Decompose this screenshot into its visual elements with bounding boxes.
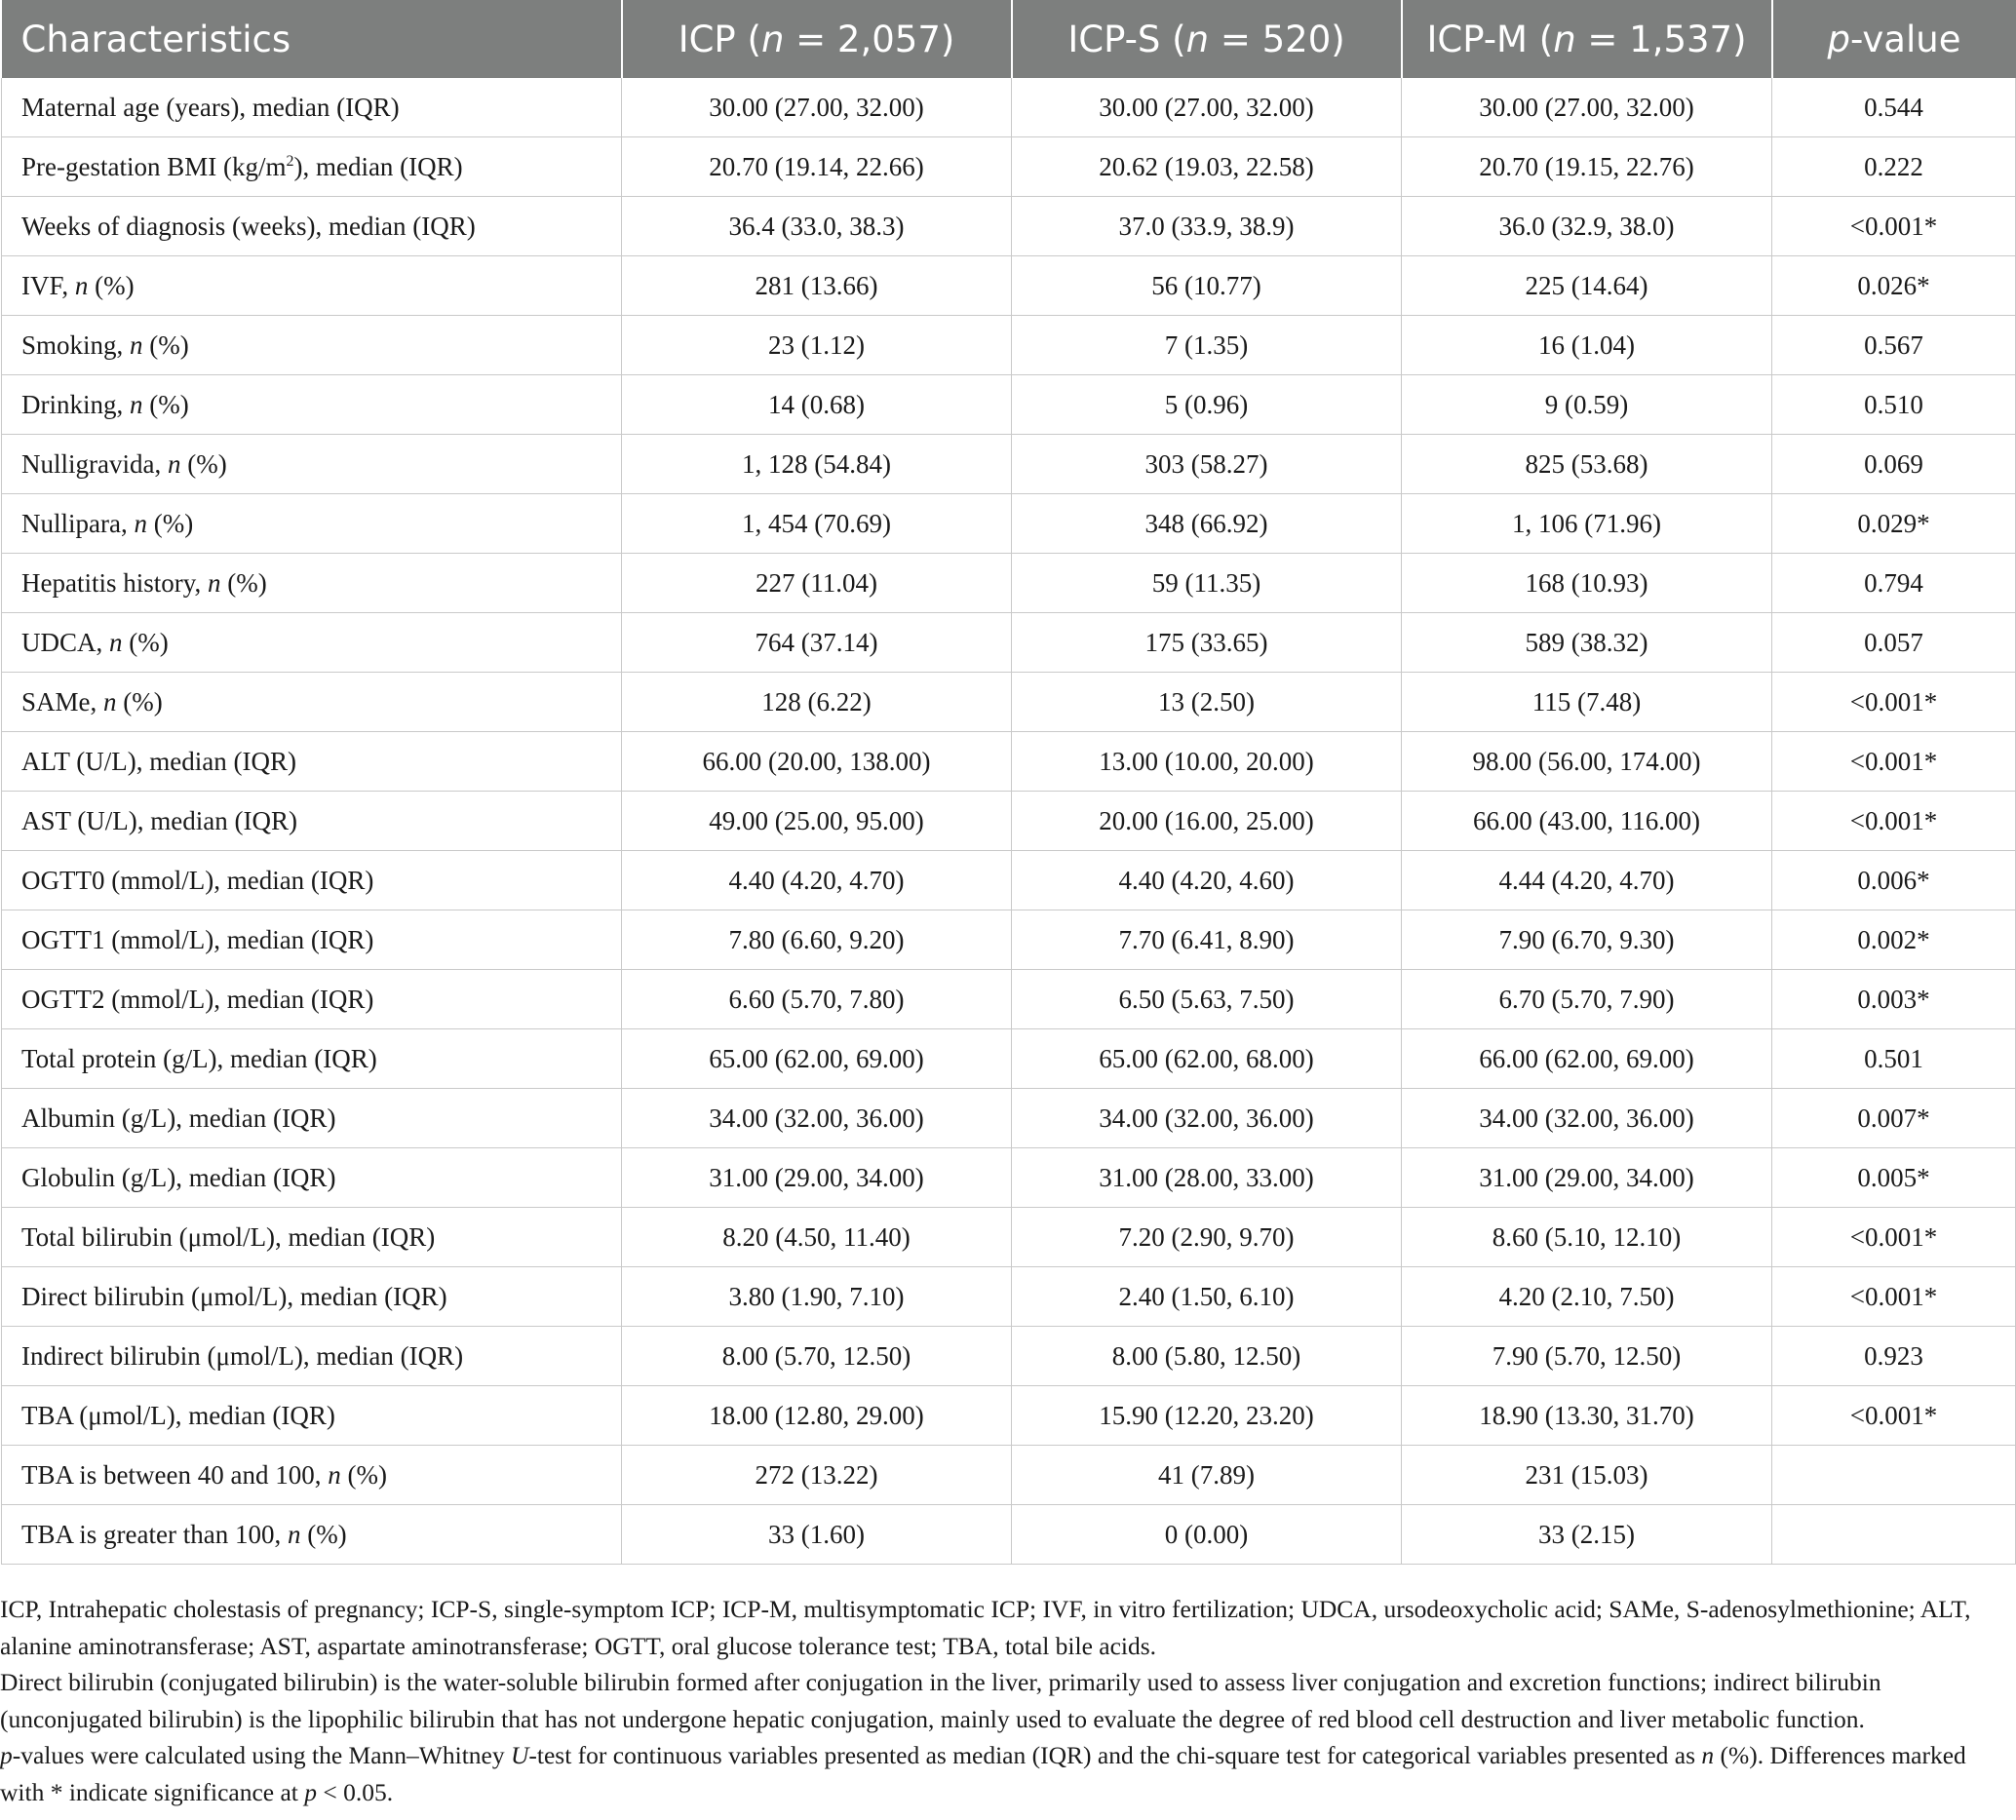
- header-icp-n: n: [760, 18, 785, 60]
- cell-icp: 18.00 (12.80, 29.00): [622, 1386, 1012, 1446]
- row-label-pre: AST (U/L), median (IQR): [21, 805, 297, 835]
- table-row: [2, 1267, 2016, 1327]
- row-label: [2, 78, 622, 137]
- cell-icp: 1, 454 (70.69): [622, 494, 1012, 554]
- row-label: [2, 1208, 622, 1267]
- cell-icpm: 66.00 (62.00, 69.00): [1402, 1029, 1772, 1089]
- row-label-pre: OGTT2 (mmol/L), median (IQR): [21, 984, 374, 1014]
- cell-pvalue: 0.544: [1772, 78, 2016, 137]
- footnote-statistics: [0, 1737, 2008, 1810]
- cell-pvalue: 0.002*: [1772, 910, 2016, 970]
- row-label: [2, 494, 622, 554]
- cell-icpm: 7.90 (5.70, 12.50): [1402, 1327, 1772, 1386]
- row-label-it: n: [328, 1459, 341, 1490]
- table-footnotes: [0, 1591, 2008, 1810]
- cell-icpm: 31.00 (29.00, 34.00): [1402, 1148, 1772, 1208]
- cell-pvalue: <0.001*: [1772, 732, 2016, 792]
- table-row: [2, 1446, 2016, 1505]
- row-label-pre: TBA (μmol/L), median (IQR): [21, 1400, 335, 1430]
- row-label-it: n: [287, 1519, 301, 1549]
- header-icp-value: = 2,057: [795, 18, 941, 60]
- cell-icpm: 98.00 (56.00, 174.00): [1402, 732, 1772, 792]
- cell-icp: 3.80 (1.90, 7.10): [622, 1267, 1012, 1327]
- row-label: [2, 970, 622, 1029]
- table-row: [2, 1386, 2016, 1446]
- row-label-pre: Nulligravida,: [21, 448, 168, 479]
- row-label-it: n: [167, 448, 181, 479]
- cell-icpm: 115 (7.48): [1402, 673, 1772, 732]
- table-row: [2, 613, 2016, 673]
- cell-icps: 20.62 (19.03, 22.58): [1012, 137, 1402, 197]
- cell-icps: 8.00 (5.80, 12.50): [1012, 1327, 1402, 1386]
- cell-icpm: 18.90 (13.30, 31.70): [1402, 1386, 1772, 1446]
- cell-pvalue: <0.001*: [1772, 197, 2016, 256]
- fn-t4: < 0.05.: [317, 1777, 394, 1806]
- row-label-pre: Drinking,: [21, 389, 130, 419]
- row-label-it: n: [130, 329, 143, 360]
- cell-icps: 30.00 (27.00, 32.00): [1012, 78, 1402, 137]
- cell-pvalue: 0.069: [1772, 435, 2016, 494]
- cell-icps: 175 (33.65): [1012, 613, 1402, 673]
- row-label-pre: Weeks of diagnosis (weeks), median (IQR): [21, 211, 476, 241]
- cell-icps: 13.00 (10.00, 20.00): [1012, 732, 1402, 792]
- cell-icp: 764 (37.14): [622, 613, 1012, 673]
- cell-pvalue: 0.029*: [1772, 494, 2016, 554]
- header-pvalue-rest: -value: [1850, 18, 1961, 60]
- fn-p1: p: [0, 1741, 13, 1769]
- row-label-post: (%): [220, 567, 267, 598]
- row-label-pre: IVF,: [21, 270, 75, 300]
- table-row: [2, 78, 2016, 137]
- fn-n: n: [1701, 1741, 1715, 1769]
- row-label-pre: Total protein (g/L), median (IQR): [21, 1043, 377, 1073]
- cell-pvalue: [1772, 1505, 2016, 1565]
- cell-pvalue: 0.222: [1772, 137, 2016, 197]
- row-label-post: (%): [116, 686, 163, 716]
- cell-pvalue: 0.501: [1772, 1029, 2016, 1089]
- table-row: [2, 1148, 2016, 1208]
- table-row: [2, 851, 2016, 910]
- row-label-post: ), median (IQR): [293, 151, 463, 181]
- header-pvalue: [1772, 0, 2016, 78]
- row-label-post: (%): [88, 270, 135, 300]
- table-row: [2, 673, 2016, 732]
- cell-icpm: 9 (0.59): [1402, 375, 1772, 435]
- cell-icps: 31.00 (28.00, 33.00): [1012, 1148, 1402, 1208]
- header-icps-n: n: [1185, 18, 1210, 60]
- cell-icps: 59 (11.35): [1012, 554, 1402, 613]
- cell-pvalue: 0.005*: [1772, 1148, 2016, 1208]
- characteristics-table: [1, 0, 2016, 1565]
- row-label-post: (%): [180, 448, 227, 479]
- cell-icps: 6.50 (5.63, 7.50): [1012, 970, 1402, 1029]
- header-characteristics: Characteristics: [2, 0, 622, 78]
- cell-icps: 7 (1.35): [1012, 316, 1402, 375]
- table-row: [2, 375, 2016, 435]
- row-label-pre: SAMe,: [21, 686, 104, 716]
- cell-icp: 49.00 (25.00, 95.00): [622, 792, 1012, 851]
- cell-pvalue: [1772, 1446, 2016, 1505]
- row-label-pre: Nullipara,: [21, 508, 135, 538]
- cell-pvalue: 0.510: [1772, 375, 2016, 435]
- header-icps-value: = 520: [1220, 18, 1332, 60]
- cell-icpm: 1, 106 (71.96): [1402, 494, 1772, 554]
- row-label: [2, 1148, 622, 1208]
- row-label-pre: Albumin (g/L), median (IQR): [21, 1103, 336, 1133]
- cell-icp: 66.00 (20.00, 138.00): [622, 732, 1012, 792]
- cell-icps: 15.90 (12.20, 23.20): [1012, 1386, 1402, 1446]
- cell-pvalue: 0.007*: [1772, 1089, 2016, 1148]
- row-label: [2, 1267, 622, 1327]
- row-label-pre: TBA is greater than 100,: [21, 1519, 288, 1549]
- footnote-abbreviations: ICP, Intrahepatic cholestasis of pregnancy; ICP-S, single-symptom ICP; ICP-M, multisymptomatic ICP; IVF, in vitro fertilization; UDCA, ursodeoxycholic acid; SAMe, S-adenosylmethionine; ALT, alanine aminotransferase; AST, aspartate aminotransferase; OGTT, oral glucose tolerance test; TBA, total bile acids.: [0, 1595, 1971, 1660]
- cell-icpm: 825 (53.68): [1402, 435, 1772, 494]
- row-label: [2, 1327, 622, 1386]
- cell-icps: 7.70 (6.41, 8.90): [1012, 910, 1402, 970]
- header-icps-name: ICP-S: [1067, 18, 1161, 60]
- fn-t3: (%). Differences marked with * indicate significance at: [0, 1741, 1966, 1806]
- header-icpm-value: = 1,537: [1587, 18, 1733, 60]
- table-row: [2, 256, 2016, 316]
- cell-icp: 4.40 (4.20, 4.70): [622, 851, 1012, 910]
- row-label: [2, 792, 622, 851]
- cell-icpm: 33 (2.15): [1402, 1505, 1772, 1565]
- row-label: [2, 1089, 622, 1148]
- row-label-it: n: [130, 389, 143, 419]
- cell-pvalue: <0.001*: [1772, 1267, 2016, 1327]
- cell-icp: 8.20 (4.50, 11.40): [622, 1208, 1012, 1267]
- row-label-pre: Total bilirubin (μmol/L), median (IQR): [21, 1221, 436, 1252]
- row-label: [2, 256, 622, 316]
- cell-pvalue: <0.001*: [1772, 1208, 2016, 1267]
- header-icp-name: ICP: [678, 18, 736, 60]
- row-label-pre: Hepatitis history,: [21, 567, 208, 598]
- cell-icp: 7.80 (6.60, 9.20): [622, 910, 1012, 970]
- cell-pvalue: 0.567: [1772, 316, 2016, 375]
- row-label-pre: ALT (U/L), median (IQR): [21, 746, 296, 776]
- cell-icp: 33 (1.60): [622, 1505, 1012, 1565]
- row-label-post: (%): [300, 1519, 347, 1549]
- row-label: [2, 673, 622, 732]
- cell-icps: 34.00 (32.00, 36.00): [1012, 1089, 1402, 1148]
- row-label-it: n: [134, 508, 147, 538]
- row-label: [2, 197, 622, 256]
- cell-icpm: 168 (10.93): [1402, 554, 1772, 613]
- fn-t2: -test for continuous variables presented as median (IQR) and the chi-square test for categorical variables presented as: [528, 1741, 1702, 1769]
- table-row: [2, 1089, 2016, 1148]
- row-label-pre: Maternal age (years), median (IQR): [21, 92, 400, 122]
- cell-icps: 7.20 (2.90, 9.70): [1012, 1208, 1402, 1267]
- row-label-post: (%): [122, 627, 169, 657]
- cell-icps: 65.00 (62.00, 68.00): [1012, 1029, 1402, 1089]
- row-label-pre: Pre-gestation BMI (kg/m: [21, 151, 287, 181]
- cell-icps: 303 (58.27): [1012, 435, 1402, 494]
- table-row: [2, 792, 2016, 851]
- header-icpm-n: n: [1553, 18, 1576, 60]
- row-label-pre: Smoking,: [21, 329, 131, 360]
- row-label-it: n: [74, 270, 89, 300]
- row-label: [2, 1446, 622, 1505]
- table-row: [2, 1327, 2016, 1386]
- table-row: [2, 316, 2016, 375]
- cell-icp: 8.00 (5.70, 12.50): [622, 1327, 1012, 1386]
- cell-icpm: 30.00 (27.00, 32.00): [1402, 78, 1772, 137]
- table-row: [2, 732, 2016, 792]
- cell-icpm: 6.70 (5.70, 7.90): [1402, 970, 1772, 1029]
- table-row: [2, 970, 2016, 1029]
- row-label: [2, 613, 622, 673]
- row-label-pre: TBA is between 40 and 100,: [21, 1459, 329, 1490]
- cell-icp: 30.00 (27.00, 32.00): [622, 78, 1012, 137]
- row-label: [2, 1029, 622, 1089]
- cell-icpm: 66.00 (43.00, 116.00): [1402, 792, 1772, 851]
- row-label-post: (%): [340, 1459, 387, 1490]
- table-row: [2, 137, 2016, 197]
- table-header: [2, 0, 2016, 78]
- row-label-pre: Direct bilirubin (μmol/L), median (IQR): [21, 1281, 447, 1311]
- fn-p2: p: [304, 1777, 318, 1806]
- row-label-post: (%): [142, 389, 189, 419]
- row-label: [2, 851, 622, 910]
- fn-u: U: [510, 1741, 529, 1769]
- cell-icps: 13 (2.50): [1012, 673, 1402, 732]
- cell-icp: 36.4 (33.0, 38.3): [622, 197, 1012, 256]
- cell-icps: 4.40 (4.20, 4.60): [1012, 851, 1402, 910]
- header-icpm-name: ICP-M: [1426, 18, 1528, 60]
- table-row: [2, 494, 2016, 554]
- cell-icp: 128 (6.22): [622, 673, 1012, 732]
- row-label-pre: Globulin (g/L), median (IQR): [21, 1162, 336, 1192]
- cell-icp: 281 (13.66): [622, 256, 1012, 316]
- cell-icps: 37.0 (33.9, 38.9): [1012, 197, 1402, 256]
- cell-icpm: 7.90 (6.70, 9.30): [1402, 910, 1772, 970]
- cell-pvalue: <0.001*: [1772, 1386, 2016, 1446]
- cell-icp: 34.00 (32.00, 36.00): [622, 1089, 1012, 1148]
- cell-pvalue: 0.006*: [1772, 851, 2016, 910]
- row-label-pre: UDCA,: [21, 627, 110, 657]
- table-row: [2, 1029, 2016, 1089]
- row-label-pre: OGTT0 (mmol/L), median (IQR): [21, 865, 374, 895]
- cell-icpm: 34.00 (32.00, 36.00): [1402, 1089, 1772, 1148]
- cell-icpm: 36.0 (32.9, 38.0): [1402, 197, 1772, 256]
- row-label-pre: OGTT1 (mmol/L), median (IQR): [21, 924, 374, 954]
- row-label: [2, 910, 622, 970]
- row-label-it: n: [207, 567, 221, 598]
- cell-icpm: 8.60 (5.10, 12.10): [1402, 1208, 1772, 1267]
- header-row: [2, 0, 2016, 78]
- row-label: [2, 316, 622, 375]
- cell-icpm: 20.70 (19.15, 22.76): [1402, 137, 1772, 197]
- cell-icp: 23 (1.12): [622, 316, 1012, 375]
- table-body: [2, 78, 2016, 1565]
- cell-icp: 6.60 (5.70, 7.80): [622, 970, 1012, 1029]
- cell-pvalue: 0.923: [1772, 1327, 2016, 1386]
- cell-pvalue: <0.001*: [1772, 792, 2016, 851]
- table-row: [2, 1505, 2016, 1565]
- row-label: [2, 375, 622, 435]
- cell-pvalue: 0.057: [1772, 613, 2016, 673]
- cell-icp: 20.70 (19.14, 22.66): [622, 137, 1012, 197]
- cell-icp: 14 (0.68): [622, 375, 1012, 435]
- cell-icps: 41 (7.89): [1012, 1446, 1402, 1505]
- cell-icpm: 231 (15.03): [1402, 1446, 1772, 1505]
- table-row: [2, 197, 2016, 256]
- cell-icpm: 4.44 (4.20, 4.70): [1402, 851, 1772, 910]
- header-icps: ICP-S (n = 520): [1012, 0, 1402, 78]
- cell-pvalue: 0.003*: [1772, 970, 2016, 1029]
- cell-icp: 31.00 (29.00, 34.00): [622, 1148, 1012, 1208]
- table-row: [2, 435, 2016, 494]
- table-row: [2, 554, 2016, 613]
- row-label: [2, 1386, 622, 1446]
- cell-icp: 1, 128 (54.84): [622, 435, 1012, 494]
- cell-icpm: 589 (38.32): [1402, 613, 1772, 673]
- cell-icps: 2.40 (1.50, 6.10): [1012, 1267, 1402, 1327]
- cell-icpm: 16 (1.04): [1402, 316, 1772, 375]
- header-icpm: ICP-M (n = 1,537): [1402, 0, 1772, 78]
- cell-icps: 20.00 (16.00, 25.00): [1012, 792, 1402, 851]
- header-icp: ICP (n = 2,057): [622, 0, 1012, 78]
- header-pvalue-p: p: [1827, 18, 1851, 60]
- row-label: [2, 732, 622, 792]
- cell-icps: 0 (0.00): [1012, 1505, 1402, 1565]
- fn-t1: -values were calculated using the Mann–Whitney: [12, 1741, 511, 1769]
- table-row: [2, 910, 2016, 970]
- row-label-pre: Indirect bilirubin (μmol/L), median (IQR): [21, 1340, 464, 1371]
- cell-icp: 227 (11.04): [622, 554, 1012, 613]
- cell-pvalue: 0.026*: [1772, 256, 2016, 316]
- row-label-it: n: [103, 686, 117, 716]
- row-label: [2, 554, 622, 613]
- cell-icp: 65.00 (62.00, 69.00): [622, 1029, 1012, 1089]
- cell-icp: 272 (13.22): [622, 1446, 1012, 1505]
- cell-pvalue: <0.001*: [1772, 673, 2016, 732]
- row-label-it: n: [109, 627, 123, 657]
- cell-icpm: 225 (14.64): [1402, 256, 1772, 316]
- cell-pvalue: 0.794: [1772, 554, 2016, 613]
- row-label-sup: 2: [286, 152, 294, 170]
- footnote-bilirubin: Direct bilirubin (conjugated bilirubin) is the water-soluble bilirubin formed after conjugation in the liver, primarily used to assess liver conjugation and excretion functions; indirect bilirubin (unconjugated bilirubin) is the lipophilic bilirubin that has not undergone hepatic conjugation, mainly used to evaluate the degree of red blood cell destruction and liver metabolic function.: [0, 1668, 1881, 1733]
- cell-icpm: 4.20 (2.10, 7.50): [1402, 1267, 1772, 1327]
- table-row: [2, 1208, 2016, 1267]
- row-label: [2, 137, 622, 197]
- cell-icps: 5 (0.96): [1012, 375, 1402, 435]
- row-label-post: (%): [146, 508, 194, 538]
- row-label: [2, 1505, 622, 1565]
- cell-icps: 348 (66.92): [1012, 494, 1402, 554]
- row-label: [2, 435, 622, 494]
- cell-icps: 56 (10.77): [1012, 256, 1402, 316]
- row-label-post: (%): [142, 329, 189, 360]
